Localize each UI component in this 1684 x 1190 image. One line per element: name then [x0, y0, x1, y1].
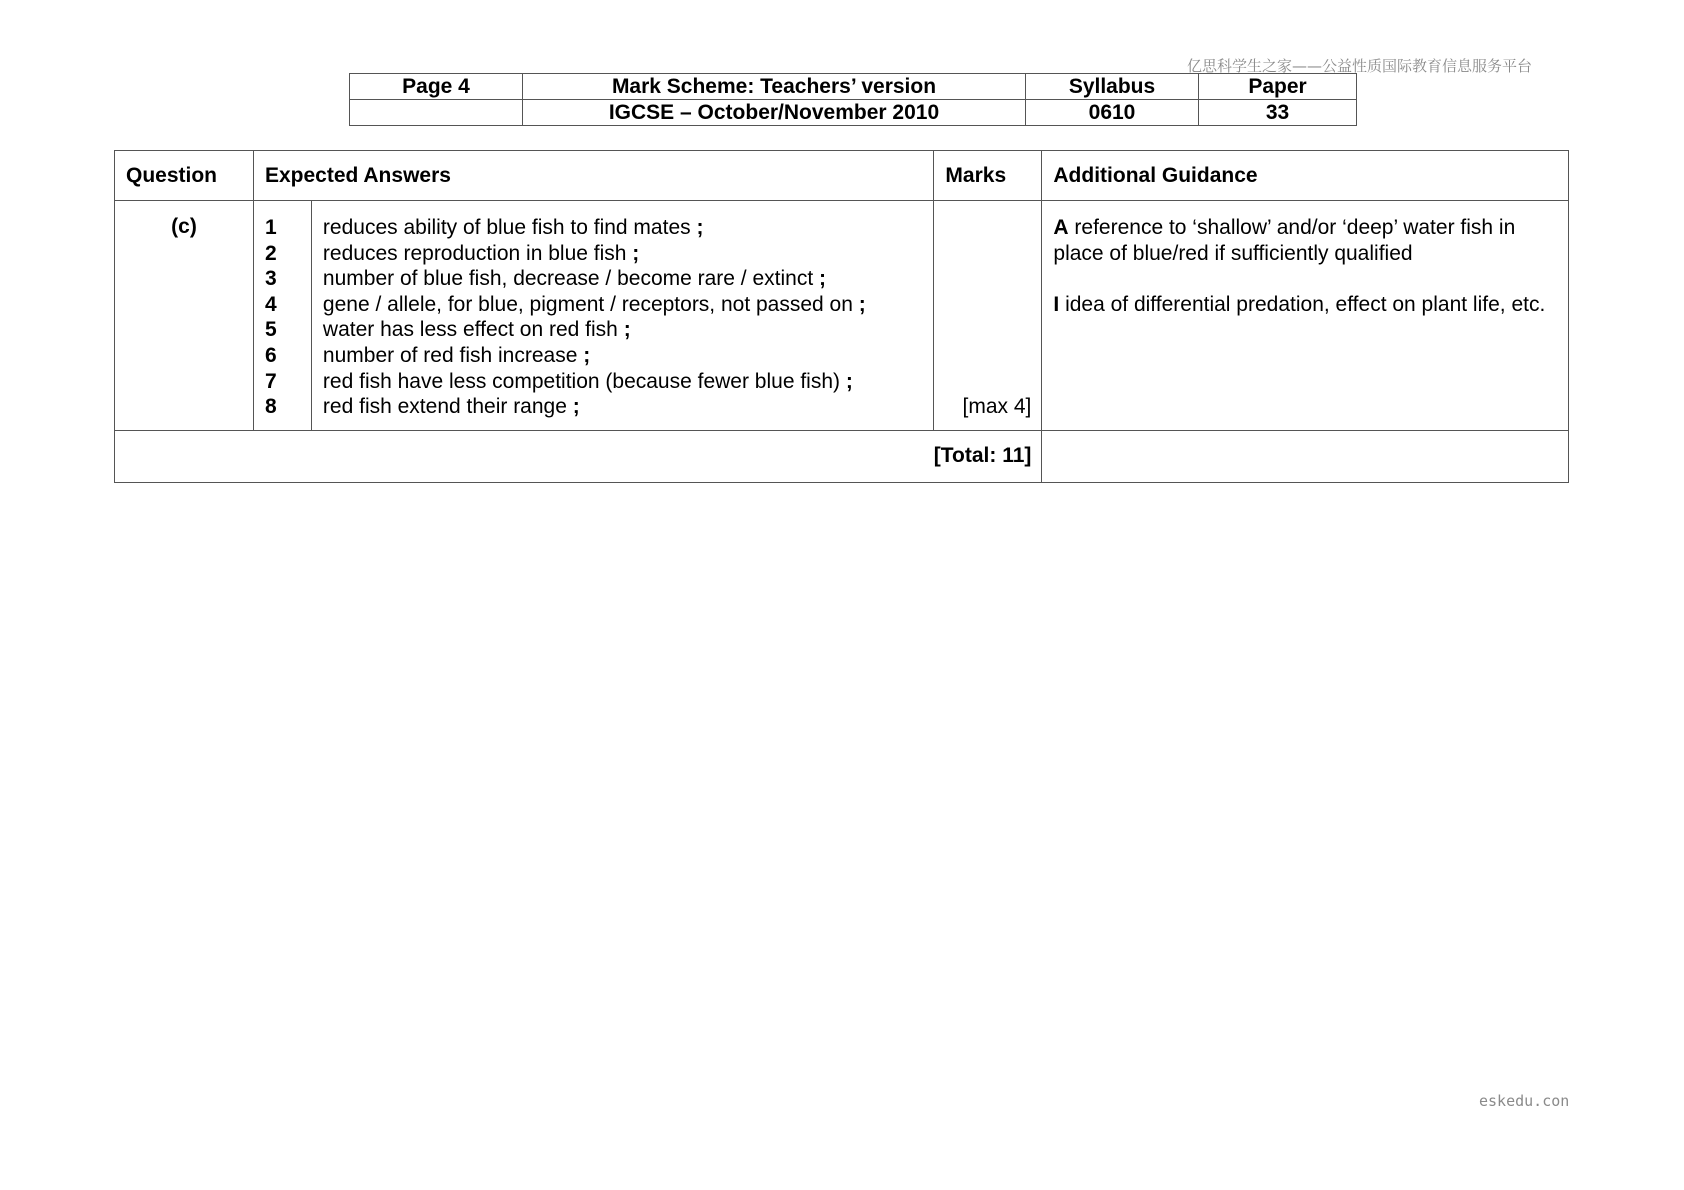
answer-text: reduces ability of blue fish to find mates [322, 216, 691, 239]
answer-row [115, 201, 1569, 431]
answer-line [323, 241, 924, 267]
page-number: Page 4 [350, 74, 523, 100]
answer-line [323, 394, 924, 420]
answer-line [323, 343, 924, 369]
paper-number: 33 [1199, 100, 1357, 126]
additional-guidance [1042, 201, 1569, 431]
answer-number: 4 [264, 292, 277, 316]
exam-session: IGCSE – October/November 2010 [523, 100, 1026, 126]
answer-separator: ; [623, 318, 631, 342]
answer-number: 6 [264, 343, 277, 367]
guidance-text: idea of differential predation, effect on plant life, etc. [1065, 292, 1546, 316]
column-header-row [115, 151, 1569, 201]
answer-text: red fish have less competition (because fewer blue fish) [322, 369, 841, 393]
column-header-expected-answers: Expected Answers [253, 151, 933, 201]
watermark-top-text: 亿思科学生之家——公益性质国际教育信息服务平台 [1187, 57, 1533, 75]
answer-number: 8 [264, 395, 277, 419]
paper-label: Paper [1199, 74, 1357, 100]
header-table [349, 73, 1357, 126]
answer-line [323, 215, 924, 241]
mark-scheme-table [114, 150, 1569, 483]
answer-line [323, 266, 924, 292]
answer-text: red fish extend their range [322, 395, 567, 419]
answer-number: 3 [264, 267, 277, 291]
guidance-accept [1053, 215, 1557, 266]
column-header-marks: Marks [934, 151, 1042, 201]
syllabus-label: Syllabus [1026, 74, 1199, 100]
answer-number: 2 [264, 241, 277, 265]
header-row-1 [350, 74, 1357, 100]
syllabus-code: 0610 [1026, 100, 1199, 126]
answer-separator: ; [632, 241, 640, 265]
answer-number: 5 [264, 318, 277, 342]
guidance-lead-ignore: I [1053, 292, 1060, 316]
question-label: (c) [115, 201, 254, 431]
guidance-lead-accept: A [1053, 216, 1069, 239]
total-guidance-empty [1042, 430, 1569, 482]
answer-line [323, 369, 924, 395]
answer-numbers [253, 201, 311, 431]
column-header-additional-guidance: Additional Guidance [1042, 151, 1569, 201]
answer-text: water has less effect on red fish [322, 318, 618, 342]
answer-separator: ; [819, 267, 827, 291]
answer-separator: ; [858, 292, 866, 316]
header-row-2 [350, 100, 1357, 126]
answer-text: reduces reproduction in blue fish [322, 241, 627, 265]
answer-line [323, 317, 924, 343]
document-title: Mark Scheme: Teachers’ version [523, 74, 1026, 100]
header-empty-cell [350, 100, 523, 126]
answer-number: 7 [264, 369, 277, 393]
answer-separator: ; [696, 216, 704, 239]
answer-separator: ; [845, 369, 853, 393]
answer-number: 1 [264, 216, 277, 239]
total-row [115, 430, 1569, 482]
total-marks: [Total: 11] [115, 430, 1042, 482]
marks-value: [max 4] [934, 201, 1042, 431]
answer-text: gene / allele, for blue, pigment / receptors, not passed on [322, 292, 853, 316]
guidance-ignore [1053, 292, 1557, 318]
watermark-bottom-text: eskedu.con [1479, 1092, 1570, 1110]
answer-texts [311, 201, 934, 431]
column-header-question: Question [115, 151, 254, 201]
answer-separator: ; [583, 343, 591, 367]
answer-text: number of blue fish, decrease / become rare / extinct [322, 267, 814, 291]
guidance-text: reference to ‘shallow’ and/or ‘deep’ water fish in place of blue/red if sufficiently qualified [1053, 216, 1516, 265]
answer-separator: ; [572, 395, 580, 419]
answer-line [323, 292, 924, 318]
answer-text: number of red fish increase [322, 343, 578, 367]
